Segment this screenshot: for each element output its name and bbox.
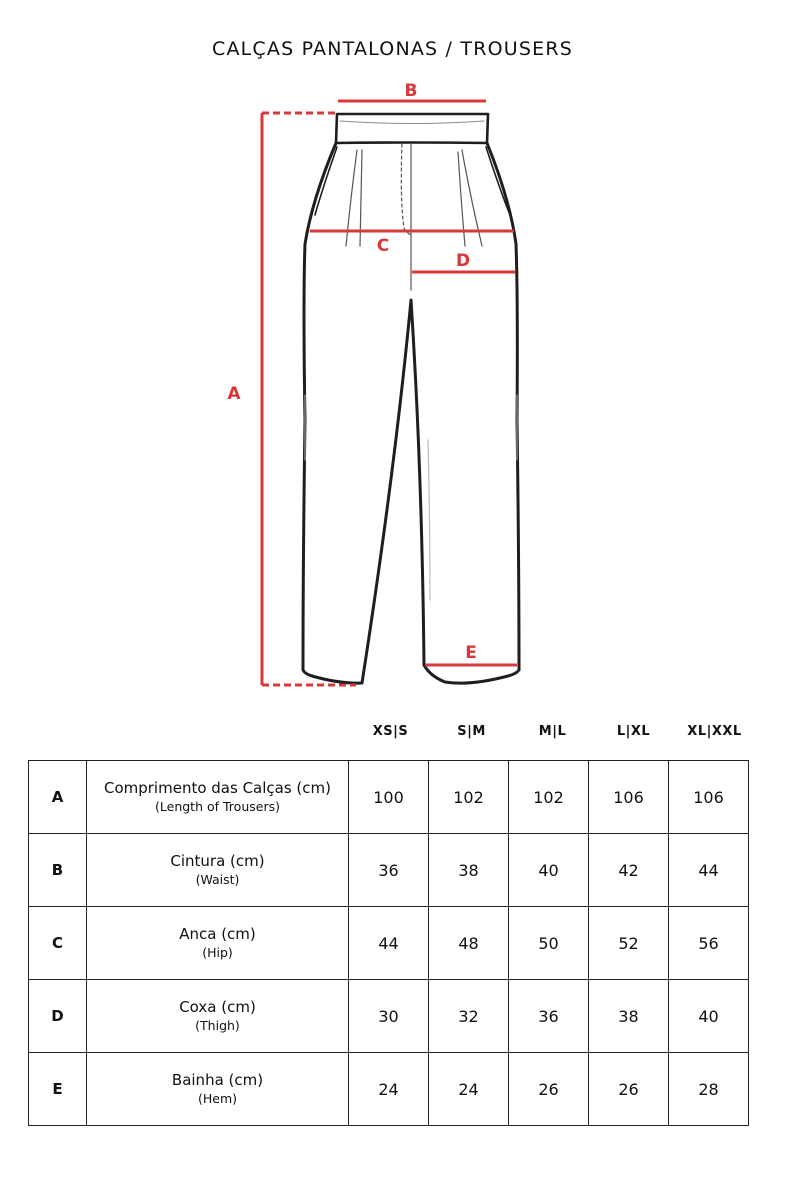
- table-row: [29, 980, 749, 1053]
- page-title: CALÇAS PANTALONAS / TROUSERS: [211, 38, 573, 60]
- measurement-lines: [262, 101, 517, 685]
- row-letter: C: [29, 907, 87, 980]
- table-cell: 100: [349, 761, 429, 834]
- measure-label-c: C: [376, 236, 390, 256]
- table-cell: 52: [589, 907, 669, 980]
- size-header-xl-xxl: XL|XXL: [687, 724, 742, 739]
- trousers-details: [305, 144, 517, 600]
- row-description: [87, 1053, 349, 1126]
- row-letter: B: [29, 834, 87, 907]
- table-cell: 102: [509, 761, 589, 834]
- size-header-s-m: S|M: [457, 724, 486, 739]
- measure-name-en: (Hip): [202, 945, 233, 960]
- size-table: [28, 760, 749, 1126]
- row-description: [87, 980, 349, 1053]
- table-cell: 28: [669, 1053, 749, 1126]
- measure-name-en: (Waist): [195, 872, 240, 887]
- table-cell: 32: [429, 980, 509, 1053]
- row-letter: A: [29, 761, 87, 834]
- measure-name-pt: Anca (cm): [179, 925, 256, 943]
- row-letter: D: [29, 980, 87, 1053]
- table-cell: 24: [349, 1053, 429, 1126]
- size-header-l-xl: L|XL: [616, 724, 651, 739]
- table-cell: 38: [429, 834, 509, 907]
- table-cell: 102: [429, 761, 509, 834]
- measure-name-pt: Coxa (cm): [179, 998, 256, 1016]
- size-header-m-l: M|L: [538, 724, 567, 739]
- size-header-xs-s: XS|S: [372, 724, 409, 739]
- row-description: [87, 761, 349, 834]
- table-row: [29, 761, 749, 834]
- table-cell: 106: [669, 761, 749, 834]
- table-cell: 106: [589, 761, 669, 834]
- measure-name-pt: Bainha (cm): [171, 1071, 264, 1089]
- table-cell: 42: [589, 834, 669, 907]
- table-cell: 36: [509, 980, 589, 1053]
- table-cell: 40: [509, 834, 589, 907]
- table-row: [29, 907, 749, 980]
- table-row: [29, 834, 749, 907]
- row-letter: E: [29, 1053, 87, 1126]
- table-cell: 36: [349, 834, 429, 907]
- measure-label-d: D: [455, 251, 471, 271]
- table-cell: 40: [669, 980, 749, 1053]
- measure-label-e: E: [465, 643, 477, 663]
- row-description: [87, 907, 349, 980]
- table-cell: 50: [509, 907, 589, 980]
- table-cell: 44: [669, 834, 749, 907]
- table-row: [29, 1053, 749, 1126]
- measure-name-en: (Length of Trousers): [155, 799, 280, 814]
- measure-name-pt: Comprimento das Calças (cm): [103, 779, 331, 797]
- table-cell: 24: [429, 1053, 509, 1126]
- table-cell: 38: [589, 980, 669, 1053]
- measure-name-pt: Cintura (cm): [170, 852, 265, 870]
- table-cell: 56: [669, 907, 749, 980]
- table-cell: 26: [509, 1053, 589, 1126]
- measure-label-b: B: [404, 81, 418, 101]
- row-description: [87, 834, 349, 907]
- measure-name-en: (Hem): [197, 1091, 238, 1106]
- table-cell: 30: [349, 980, 429, 1053]
- table-cell: 44: [349, 907, 429, 980]
- measure-name-en: (Thigh): [195, 1018, 240, 1033]
- table-cell: 26: [589, 1053, 669, 1126]
- measure-label-a: A: [227, 384, 241, 404]
- table-cell: 48: [429, 907, 509, 980]
